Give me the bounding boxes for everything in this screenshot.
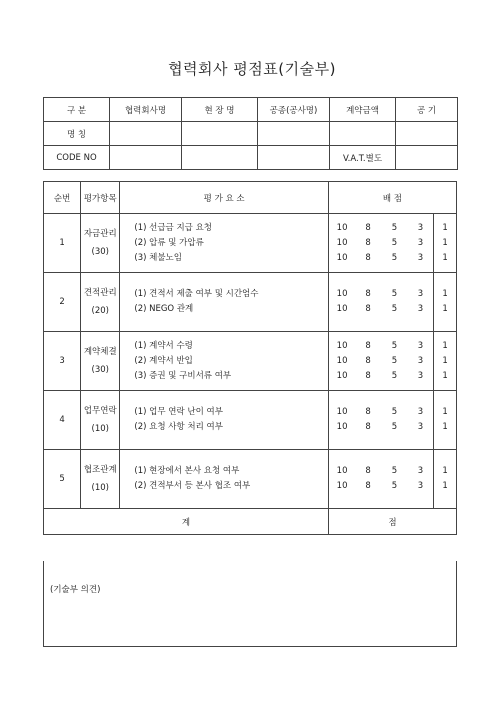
score-option[interactable]: 8: [365, 370, 371, 381]
score-column[interactable]: [381, 450, 408, 509]
score-option[interactable]: 5: [391, 355, 398, 366]
score-option[interactable]: 3: [417, 422, 424, 432]
score-option[interactable]: 10: [336, 355, 348, 366]
score-column[interactable]: [408, 391, 434, 450]
score-option[interactable]: 1: [442, 222, 448, 233]
factor-item: (1) 선급금 지급 요청: [134, 222, 212, 233]
score-option[interactable]: 3: [417, 252, 424, 263]
category-cell: [81, 332, 120, 391]
score-option[interactable]: 10: [336, 466, 348, 476]
score-option[interactable]: 10: [336, 340, 348, 351]
category-weight: (20): [91, 306, 109, 316]
score-option[interactable]: 8: [365, 481, 371, 491]
score-option[interactable]: 3: [417, 289, 424, 299]
vat-label: V.A.T.별도: [330, 146, 396, 170]
site-name-field[interactable]: [182, 122, 258, 146]
factor-cell: [120, 391, 329, 450]
score-option[interactable]: 10: [336, 237, 348, 248]
score-column[interactable]: [408, 214, 434, 273]
code-no-field[interactable]: [110, 146, 182, 170]
score-column[interactable]: [381, 391, 408, 450]
score-option[interactable]: 10: [336, 304, 348, 314]
factor-item: (1) 현장에서 본사 요청 여부: [134, 466, 240, 476]
score-option[interactable]: 8: [365, 340, 371, 351]
row-number: 4: [44, 391, 81, 450]
eval-row: [44, 391, 457, 450]
score-option[interactable]: 10: [336, 289, 348, 299]
score-option[interactable]: 3: [417, 304, 424, 314]
score-option[interactable]: 3: [417, 222, 424, 233]
code-no-field-3[interactable]: [258, 146, 330, 170]
score-option[interactable]: 8: [365, 222, 371, 233]
score-column[interactable]: [381, 214, 408, 273]
page-title: 협력회사 평점표(기술부): [168, 60, 336, 78]
score-option[interactable]: 10: [336, 481, 348, 491]
score-column[interactable]: [434, 391, 457, 450]
score-column[interactable]: [328, 391, 355, 450]
score-column[interactable]: [328, 450, 355, 509]
factor-cell: [120, 273, 329, 332]
factor-cell: [120, 214, 329, 273]
score-option[interactable]: 3: [417, 370, 424, 381]
score-column[interactable]: [355, 214, 381, 273]
score-column[interactable]: [328, 332, 355, 391]
score-option[interactable]: 5: [391, 304, 398, 314]
score-option[interactable]: 8: [365, 252, 371, 263]
score-option[interactable]: 5: [391, 289, 398, 299]
score-option[interactable]: 1: [442, 370, 448, 381]
category-weight: (30): [91, 365, 109, 375]
score-column[interactable]: [381, 332, 408, 391]
score-option[interactable]: 10: [336, 422, 348, 432]
row-number: 5: [44, 450, 81, 509]
score-option[interactable]: 1: [442, 304, 448, 314]
score-option[interactable]: 1: [442, 340, 448, 351]
score-option[interactable]: 10: [336, 370, 348, 381]
col-header-score: 배 점: [328, 182, 456, 214]
factor-item: (1) 견적서 제출 여부 및 시간엄수: [134, 289, 259, 299]
vat-field[interactable]: [396, 146, 458, 170]
total-points[interactable]: 점: [328, 509, 456, 535]
header-cell-company: 협력회사명: [110, 98, 182, 122]
evaluation-table: [43, 181, 457, 535]
score-option[interactable]: 8: [365, 304, 371, 314]
header-cell-work-type: 공종(공사명): [258, 98, 330, 122]
eval-row: [44, 450, 457, 509]
category-weight: (10): [91, 483, 109, 493]
score-column[interactable]: [434, 332, 457, 391]
factor-item: (3) 증권 및 구비서류 여부: [134, 370, 232, 381]
score-option[interactable]: 1: [442, 252, 448, 263]
category-name: 견적관리: [83, 288, 117, 298]
header-cell-period: 공 기: [396, 98, 458, 122]
factor-item: (2) 압류 및 가압류: [134, 237, 204, 248]
header-table: [43, 97, 458, 170]
opinion-box[interactable]: [43, 561, 457, 647]
score-option[interactable]: 5: [391, 340, 398, 351]
category-name: 협조관계: [83, 465, 117, 475]
name-label: 명 칭: [44, 122, 110, 146]
category-weight: (30): [91, 247, 109, 257]
score-option[interactable]: 3: [417, 407, 424, 417]
category-name: 자금관리: [83, 229, 117, 239]
score-option[interactable]: 5: [391, 481, 398, 491]
score-column[interactable]: [434, 450, 457, 509]
score-option[interactable]: 1: [442, 422, 448, 432]
code-no-field-2[interactable]: [182, 146, 258, 170]
header-cell-site: 현 장 명: [182, 98, 258, 122]
row-number: 1: [44, 214, 81, 273]
category-cell: [81, 214, 120, 273]
score-option[interactable]: 10: [336, 407, 348, 417]
score-column[interactable]: [355, 391, 381, 450]
score-option[interactable]: 1: [442, 289, 448, 299]
eval-row: [44, 214, 457, 273]
score-option[interactable]: 5: [391, 237, 398, 248]
score-option[interactable]: 5: [391, 422, 398, 432]
score-column[interactable]: [355, 450, 381, 509]
score-option[interactable]: 1: [442, 355, 448, 366]
score-option[interactable]: 1: [442, 481, 448, 491]
score-option[interactable]: 5: [391, 466, 398, 476]
score-option[interactable]: 3: [417, 481, 424, 491]
score-option[interactable]: 3: [417, 340, 424, 351]
category-name: 업무연락: [83, 406, 117, 416]
contract-amount-field[interactable]: [330, 122, 396, 146]
factor-cell: [120, 332, 329, 391]
category-name: 계약체결: [83, 347, 117, 357]
category-cell: [81, 391, 120, 450]
factor-item: (2) NEGO 관계: [134, 304, 194, 314]
score-option[interactable]: 5: [391, 407, 398, 417]
score-column[interactable]: [355, 332, 381, 391]
score-option[interactable]: 10: [336, 222, 348, 233]
score-column[interactable]: [408, 450, 434, 509]
score-option[interactable]: 10: [336, 252, 348, 263]
factor-item: (3) 체불노임: [134, 252, 182, 263]
score-option[interactable]: 5: [391, 222, 398, 233]
score-option[interactable]: 3: [417, 355, 424, 366]
total-row: [44, 509, 457, 535]
score-option[interactable]: 1: [442, 407, 448, 417]
score-column[interactable]: [434, 273, 457, 332]
col-header-factor: 평 가 요 소: [120, 182, 329, 214]
score-option[interactable]: 8: [365, 237, 371, 248]
score-column[interactable]: [355, 273, 381, 332]
score-column[interactable]: [434, 214, 457, 273]
row-number: 2: [44, 273, 81, 332]
score-column[interactable]: [328, 214, 355, 273]
header-cell-division: 구 분: [44, 98, 110, 122]
factor-cell: [120, 450, 329, 509]
score-option[interactable]: 1: [442, 237, 448, 248]
score-option[interactable]: 8: [365, 289, 371, 299]
header-cell-contract-amount: 계약금액: [330, 98, 396, 122]
category-cell: [81, 450, 120, 509]
category-cell: [81, 273, 120, 332]
score-column[interactable]: [381, 273, 408, 332]
score-option[interactable]: 8: [365, 422, 371, 432]
score-column[interactable]: [408, 332, 434, 391]
score-option[interactable]: 8: [365, 355, 371, 366]
score-column[interactable]: [408, 273, 434, 332]
score-option[interactable]: 3: [417, 237, 424, 248]
factor-item: (2) 계약서 반입: [134, 355, 193, 366]
total-label: 계: [44, 509, 329, 535]
row-number: 3: [44, 332, 81, 391]
score-option[interactable]: 1: [442, 466, 448, 476]
score-option[interactable]: 8: [365, 407, 371, 417]
factor-item: (2) 요청 사항 처리 여부: [134, 422, 223, 432]
col-header-no: 순번: [44, 182, 81, 214]
work-type-field[interactable]: [258, 122, 330, 146]
score-column[interactable]: [328, 273, 355, 332]
code-no-label: CODE NO: [44, 146, 110, 170]
col-header-item: 평가항목: [81, 182, 120, 214]
factor-item: (2) 견적부서 등 본사 협조 여부: [134, 481, 251, 491]
eval-row: [44, 273, 457, 332]
factor-item: (1) 업무 연락 난이 여부: [134, 407, 223, 417]
category-weight: (10): [91, 424, 109, 434]
score-option[interactable]: 5: [391, 252, 398, 263]
factor-item: (1) 계약서 수령: [134, 340, 193, 351]
eval-row: [44, 332, 457, 391]
period-field[interactable]: [396, 122, 458, 146]
company-name-field[interactable]: [110, 122, 182, 146]
score-option[interactable]: 3: [417, 466, 424, 476]
score-option[interactable]: 5: [391, 370, 398, 381]
score-option[interactable]: 8: [365, 466, 371, 476]
opinion-label: (기술부 의견): [50, 585, 101, 595]
